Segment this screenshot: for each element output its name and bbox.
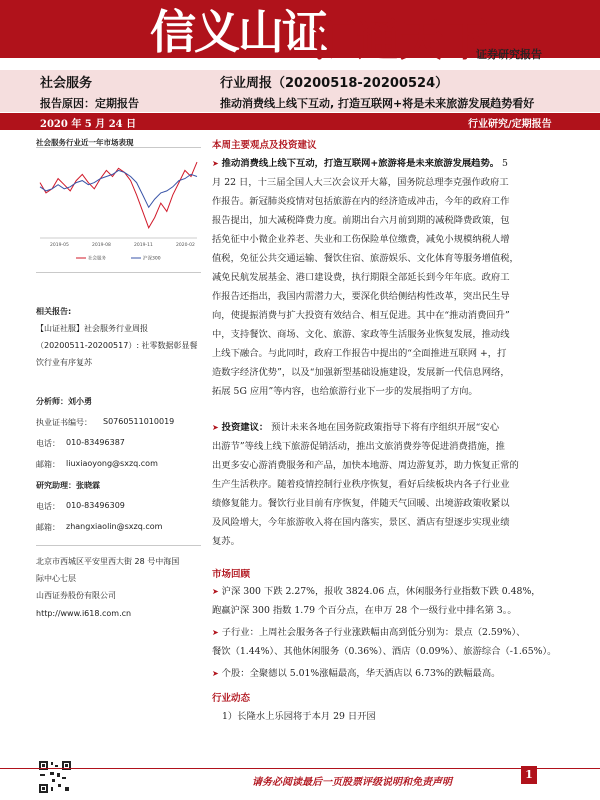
page-number: 1 [521,766,537,784]
paragraph-line: 餐饮（1.44%）、其他休闲服务（0.36%）、酒店（0.09%）、旅游综合（-1.65%）。 [212,646,557,657]
report-label: 证券研究报告 [476,48,542,61]
series-line-0 [40,162,197,228]
arrow-bullet-icon: ➤ [212,669,219,678]
qr-code-icon [38,760,72,794]
related-title: 相关报告: [36,307,72,316]
email-label: 邮箱： [36,523,60,532]
paragraph-line: 造数字经济优势”，以及“加强新型基础设施建设，发展新一代信息网络， [212,367,510,378]
cert-label: 执业证书编号： [36,418,92,427]
paragraph-lead: 推动消费线上线下互动，打造互联网+旅游将是未来旅游发展趋势。 [221,158,500,169]
sector-title: 社会服务 [40,76,93,91]
report-date: 2020 年 5 月 24 日 [40,119,137,130]
chart-title: 社会服务行业近一年市场表现 [36,138,134,147]
slogan-main: 信义山证 [150,5,326,58]
news-item: 1）长隆水上乐园将于本月 29 日开园 [222,711,376,722]
paragraph-line: 拓展 5G 应用”等内容，也给旅游行业下一步的发展指明了方向。 [212,386,478,397]
paragraph-line: 报告提出，加大减税降费力度。前期出台六月前到期的减税降费政策，包 [212,215,510,226]
phone-value: 010-83496309 [66,501,125,510]
paragraph-line: 沪深 300 下跌 2.27%，报收 3824.06 点，休闲服务行业指数下跌 0.48%， [221,586,541,597]
paragraph-line: 跑赢沪深 300 指数 1.79 个百分点，在申万 28 个一级行业中排名第 3。。 [212,605,517,616]
phone-label: 电话： [36,502,60,511]
performance-chart [36,150,201,268]
phone-value: 010-83496387 [66,438,125,447]
legend-label: 社会服务 [88,256,106,262]
section-title: 本周主要观点及投资建议 [212,140,317,151]
legend-label: 沪深300 [143,256,161,262]
paragraph-line: 月 22 日，十三届全国人大三次会议开大幕，国务院总理李克强作政府工 [212,177,509,188]
divider [36,545,201,546]
website-link[interactable]: http://www.i618.com.cn [36,609,132,618]
footer-divider [0,768,600,769]
divider [36,147,201,148]
analyst-name: 分析师：刘小勇 [36,397,92,406]
paragraph-line: 括免征中小微企业养老、失业和工伤保险单位缴费，减免小规模纳税人增 [212,234,510,245]
footer-disclaimer[interactable]: 请务必阅读最后一页股票评级说明和免责声明 [252,777,452,788]
paragraph-line: 值税，免征公共交通运输、餐饮住宿、旅游娱乐、文化体育等服务增值税， [212,253,519,264]
arrow-bullet-icon: ➤ [212,423,219,432]
paragraph-line: 及风险增大，今年旅游收入将在国内落实，景区、酒店有望逐步实现业绩 [212,517,510,528]
series-line-1 [40,170,197,207]
market-review [212,582,572,683]
paragraph-line: 减免民航发展基金、港口建设费，执行期限全部延长到今年年底。政府工 [212,272,510,283]
headline: 推动消费线上线下互动, 打造互联网+将是未来旅游发展趋势看好 [220,97,535,110]
paragraph-line: 预计未来各地在国务院政策指导下将有序组织开展“安心 [271,422,500,433]
email-label: 邮箱： [36,460,60,469]
arrow-bullet-icon: ➤ [212,587,219,596]
paragraph-line: 作报告。新冠肺炎疫情对包括旅游在内的经济造成冲击，今年的政府工作 [212,196,510,207]
paragraph-line: 出游节”等线上线下旅游促销活动，推出文旅消费券等促进消费措施，推 [212,441,505,452]
weekly-title: 行业周报（20200518-20200524） [220,76,449,91]
x-tick-label: 2020-02 [176,243,195,248]
report-reason: 报告原因：定期报告 [40,97,139,110]
paragraph-line: 上线下融合。与此同时，政府工作报告中提出的“全面推进互联网 +，打 [212,348,507,359]
address-line: 际中心七层 [36,574,76,583]
assistant-name: 研究助理：张晓霖 [36,481,100,490]
divider [36,272,201,273]
paragraph-line: 向，使提振消费与扩大投资有效结合、相互促进。其中在“推动消费回升” [212,310,510,321]
paragraph-lead: 投资建议： [221,422,269,433]
paragraph-line: 作报告还指出，我国内需潜力大，要深化供给侧结构性改革，突出民生导 [212,291,510,302]
related-line[interactable]: 饮行业有序复苏 [36,358,92,367]
paragraph-block [212,173,572,401]
related-line[interactable]: 【山证社服】社会服务行业周报 [36,324,148,333]
cert-value: S0760511010019 [103,417,175,426]
paragraph-line: 5 [502,158,508,169]
report-category: 行业研究/定期报告 [468,119,552,130]
paragraph-line: 复苏。 [212,536,240,547]
body-paragraph [212,154,572,401]
paragraph-line: 中，支持餐饮、商场、文化、旅游、家政等生活服务业恢复发展，推动线 [212,329,510,340]
x-tick-label: 2019-08 [92,243,111,248]
x-tick-label: 2019-05 [50,243,69,248]
section-title: 市场回顾 [212,569,251,580]
address-line: 北京市西城区平安里西大街 28 号中海国 [36,557,180,566]
x-tick-label: 2019-11 [134,243,153,248]
paragraph-line: 个股：全聚德以 5.01%涨幅最高，华天酒店以 6.73%的跌幅最高。 [221,668,501,679]
paragraph-line: 绩修复能力。餐饮行业目前有序恢复，伴随天气回暖、出境游政策收紧以 [212,498,510,509]
arrow-bullet-icon: ➤ [212,628,219,637]
paragraph-line: 生产生活秩序。随着疫情控制行业秩序恢复，看好后续板块内各子行业业 [212,479,510,490]
slogan-sub: 汇通天下 [312,15,488,66]
company-name: 山西证券股份有限公司 [36,591,116,600]
section-title: 行业动态 [212,693,251,704]
arrow-bullet-icon: ➤ [212,159,219,168]
paragraph-line: 出更多安心游消费服务和产品，加快本地游、周边游复苏，助力恢复正常的 [212,460,519,471]
phone-label: 电话： [36,439,60,448]
email-value[interactable]: liuxiaoyong@sxzq.com [66,459,158,468]
email-value[interactable]: zhangxiaolin@sxzq.com [66,522,163,531]
body-paragraph [212,418,572,551]
paragraph-line: 子行业：上周社会服务各子行业涨跌幅由高到低分别为：景点（2.59%）、 [221,627,526,638]
related-line[interactable]: （20200511-20200517）: 社零数据彰显餐 [36,341,198,350]
